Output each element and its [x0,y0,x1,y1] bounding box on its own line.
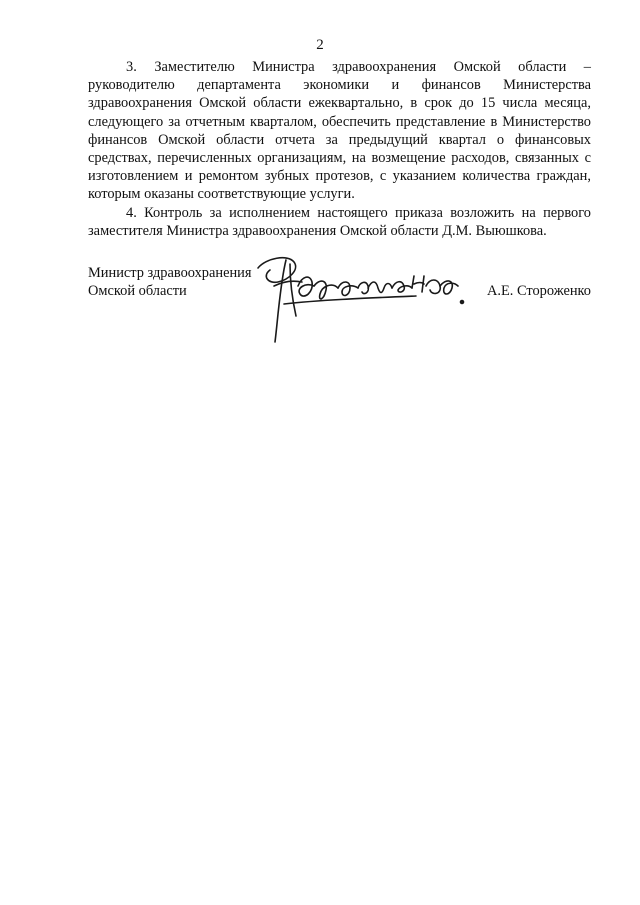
page-number: 2 [316,37,324,53]
document-body [88,58,591,240]
signatory-position-line1: Министр здравоохранения [88,265,252,281]
paragraph-4: 4. Контроль за исполнением настоящего приказа возложить на первого заместителя Министра здравоохранения Омской области Д.М. Выюшкова. [88,204,591,239]
signatory-position-line2: Омской области [88,283,187,299]
handwritten-signature [248,246,478,346]
paragraph-3: 3. Заместителю Министра здравоохранения Омской области – руководителю департамента экономики и финансов Министерства здравоохранения Омской области ежеквартально, в срок до 15 числа месяца, следующего за отчетным кварталом, обеспечить представление в Министерство финансов Омской области отчета за предыдущий квартал о финансовых средствах, перечисленных организациям, на возмещение расходов, связанных с изготовлением и ремонтом зубных протезов, с указанием количества граждан, которым оказаны соответствующие услуги. [88,59,591,203]
signatory-name: А.Е. Стороженко [486,283,591,299]
